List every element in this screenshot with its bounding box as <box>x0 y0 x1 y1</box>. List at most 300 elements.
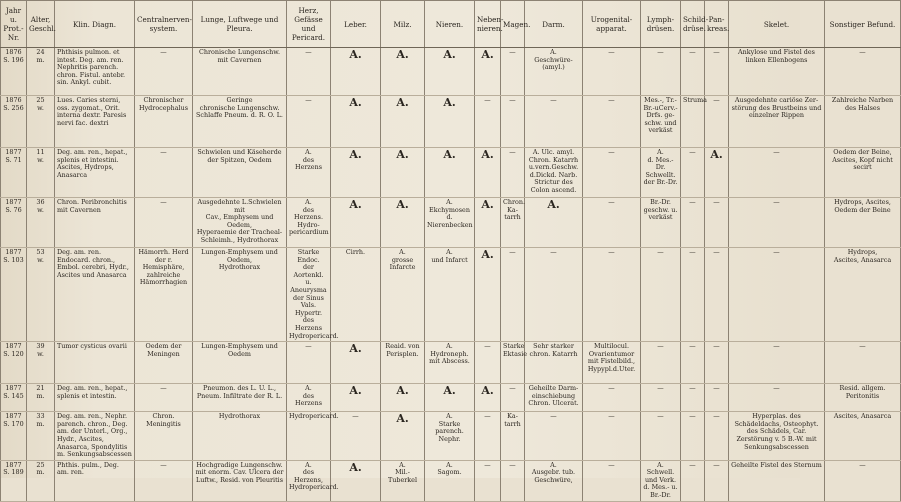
cell-magen <box>501 342 528 384</box>
cell-diagnose <box>55 96 135 148</box>
cell-schild <box>681 198 705 248</box>
cell-lymph <box>641 198 681 248</box>
cell-nerven <box>135 96 193 148</box>
cell-lunge <box>193 342 287 384</box>
cell-text-herz: — <box>305 342 312 351</box>
cell-nebennieren <box>475 198 501 248</box>
header-milz: Milz. <box>381 1 425 48</box>
cell-text-nerven: Chron. Meningitis <box>146 412 181 428</box>
cell-text-lymph: Mes.-, Tr.- Br.-uCerv.- Drfs. ge- schw. und verkäst <box>643 96 678 135</box>
header-magen: Magen. <box>501 1 525 48</box>
cell-text-magen: Chron. Ka- tarrh <box>503 198 526 222</box>
cell-text-schild: — <box>689 412 696 421</box>
cell-text-nebennieren: — <box>484 342 491 351</box>
cell-text-nerven: — <box>160 148 167 156</box>
cell-nieren <box>425 148 475 198</box>
cell-nerven <box>135 148 193 198</box>
cell-text-magen: — <box>509 96 516 104</box>
cell-schild <box>681 148 705 198</box>
cell-text-lunge: Geringe chronische Lungenschw. Schlaffe Pneum. d. R. O. L. <box>196 96 283 120</box>
header-nieren: Nieren. <box>425 1 475 48</box>
cell-nerven <box>135 384 193 412</box>
cell-skelet <box>729 384 825 412</box>
cell-text-alter: 24 m. <box>36 48 45 64</box>
table-row <box>1 342 901 384</box>
cell-text-magen: — <box>509 148 516 156</box>
cell-text-schild: — <box>689 148 696 156</box>
cell-text-skelet: — <box>773 148 780 156</box>
cell-text-nieren: A. <box>443 48 456 61</box>
cell-text-nieren: A. Ekchymosen d. Nierenbecken <box>427 198 473 229</box>
cell-schild <box>681 248 705 342</box>
cell-nerven <box>135 48 193 96</box>
table-row <box>1 460 901 501</box>
cell-text-skelet: — <box>773 198 780 206</box>
cell-urogenital <box>583 48 641 96</box>
header-alter: Alter, Geschl. <box>27 1 55 48</box>
cell-nr <box>1 48 27 96</box>
cell-text-milz: A. <box>396 198 409 211</box>
cell-text-darm: A. Ausgebr. tub. Geschwüre, <box>531 460 576 484</box>
cell-text-nr: 1877 S. 103 <box>3 248 24 264</box>
cell-skelet <box>729 460 825 501</box>
cell-text-lymph: A. d. Mes.-Dr. Schwellt. der Br.-Dr. <box>643 148 678 187</box>
header-nr: Jahr u. Prot.-Nr. <box>1 1 27 48</box>
cell-milz <box>381 48 425 96</box>
cell-text-nr: 1877 S. 76 <box>5 198 22 214</box>
cell-text-magen: Ka- tarrh <box>504 412 521 428</box>
cell-text-lunge: Hydrothorax <box>218 412 261 421</box>
cell-sonstiger <box>825 96 901 148</box>
cell-nieren <box>425 460 475 501</box>
cell-text-nebennieren: A. <box>481 48 494 61</box>
cell-diagnose <box>55 198 135 248</box>
cell-text-herz: — <box>305 48 312 56</box>
cell-text-alter: 25 w. <box>36 96 45 112</box>
table-row <box>1 96 901 148</box>
cell-schild <box>681 96 705 148</box>
cell-text-magen: Starke Ektasie <box>503 342 528 358</box>
cell-text-nebennieren: — <box>484 460 491 469</box>
cell-darm <box>525 248 583 342</box>
cell-text-urogenital: Multilocul. Ovarientumor mit Fistelbild., Hypypl.d.Uter. <box>587 342 636 373</box>
cell-text-milz: A. Mil.-Tuberkel <box>387 460 417 484</box>
cell-text-nebennieren: A. <box>481 248 494 261</box>
cell-herz <box>287 148 331 198</box>
cell-skelet <box>729 148 825 198</box>
cell-schild <box>681 384 705 412</box>
cell-nr <box>1 384 27 412</box>
cell-text-leber: A. <box>349 342 362 356</box>
cell-milz <box>381 96 425 148</box>
cell-nebennieren <box>475 460 501 501</box>
header-lunge: Lunge, Luftwege und Pleura. <box>193 1 287 48</box>
cell-text-urogenital: — <box>608 248 615 256</box>
cell-sonstiger <box>825 342 901 384</box>
cell-leber <box>331 48 381 96</box>
cell-sonstiger <box>825 148 901 198</box>
cell-text-sonstiger: — <box>859 460 866 469</box>
cell-pankreas <box>705 248 729 342</box>
cell-text-urogenital: — <box>608 148 615 156</box>
cell-text-sonstiger: Zahlreiche Narben des Halses <box>831 96 894 112</box>
cell-lymph <box>641 412 681 461</box>
cell-text-pankreas: — <box>713 384 720 393</box>
header-sonstiger: Sonstiger Befund. <box>825 1 901 48</box>
cell-text-skelet: Ausgedehnte cariöse Zer-störung des Brustbeins und einzelner Rippen <box>731 96 822 120</box>
table-row <box>1 48 901 96</box>
cell-text-skelet: Geheilte Fistel des Sternum <box>731 460 822 469</box>
cell-diagnose <box>55 460 135 501</box>
header-darm: Darm. <box>525 1 583 48</box>
cell-nerven <box>135 198 193 248</box>
cell-herz <box>287 412 339 461</box>
cell-text-lunge: Lungen-Emphysem und Oedem, Hydrothorax <box>201 248 278 272</box>
cell-nr <box>1 342 27 384</box>
cell-text-leber: — <box>352 412 359 421</box>
cell-text-darm: Geheilte Darm- einschiebung Chron. Ulcerat. <box>528 384 579 408</box>
cell-diagnose <box>55 148 135 198</box>
cell-text-pankreas: — <box>713 96 720 104</box>
cell-text-sonstiger: Resid. allgem. Peritonitis <box>839 384 886 400</box>
cell-text-nieren: A. <box>443 384 456 398</box>
cell-alter <box>27 248 55 342</box>
cell-nieren <box>425 342 475 384</box>
cell-text-nieren: A. Hydroneph. mit Abscess. <box>429 342 470 366</box>
cell-text-schild: — <box>689 248 696 256</box>
header-urogenital: Urogenital-apparat. <box>583 1 641 48</box>
table-body <box>1 48 901 502</box>
cell-text-pankreas: — <box>713 248 720 256</box>
cell-sonstiger <box>825 412 901 461</box>
cell-sonstiger <box>825 248 901 342</box>
cell-text-lunge: Pneumon. des L. U. L., Pneum. Infiltrate der R. L. <box>196 384 283 400</box>
cell-lymph <box>641 48 681 96</box>
cell-nr <box>1 460 27 501</box>
cell-skelet <box>729 248 825 342</box>
table-row <box>1 412 901 461</box>
header-row <box>1 1 901 48</box>
cell-text-milz: A. <box>396 384 409 398</box>
cell-text-lymph: Br.-Dr. geschw. u. verkäst <box>643 198 678 222</box>
cell-lunge <box>193 384 287 412</box>
table-row <box>1 148 901 198</box>
cell-text-nerven: Hämorrh. Herd der r. Hemisphäre, zahlreiche Hämorrhagien <box>138 248 189 287</box>
cell-skelet <box>729 96 825 148</box>
cell-herz <box>287 198 331 248</box>
cell-text-schild: — <box>689 384 696 393</box>
cell-text-nr: 1876 S. 256 <box>3 96 24 112</box>
cell-lunge <box>193 198 287 248</box>
cell-text-nr: 1877 S. 170 <box>3 412 24 428</box>
cell-magen <box>501 460 525 501</box>
cell-text-pankreas: — <box>713 342 720 351</box>
cell-herz <box>287 48 331 96</box>
cell-sonstiger <box>825 48 901 96</box>
cell-text-nieren: A. Sagom. <box>437 460 462 477</box>
cell-nerven <box>135 412 193 461</box>
cell-darm <box>525 48 583 96</box>
cell-alter <box>27 342 55 384</box>
cell-pankreas <box>705 96 729 148</box>
cell-milz <box>381 460 425 501</box>
cell-text-nebennieren: — <box>484 412 491 421</box>
cell-nr <box>1 148 27 198</box>
cell-text-diagnose: Phthisis pulmon. et intest. Deg. am. ren. Nephritis parench. chron. Fistul. antebr. sin. Ankyl. cubit. <box>57 48 126 87</box>
cell-lunge <box>193 48 287 96</box>
cell-darm <box>525 148 583 198</box>
cell-pankreas <box>705 342 729 384</box>
cell-text-diagnose: Tumor cysticus ovarii <box>57 342 127 351</box>
cell-text-nerven: — <box>160 48 167 56</box>
cell-text-magen: — <box>509 460 516 469</box>
cell-text-urogenital: — <box>608 198 615 206</box>
cell-magen <box>501 96 525 148</box>
cell-schild <box>681 460 705 501</box>
cell-urogenital <box>583 198 641 248</box>
cell-sonstiger <box>825 460 901 501</box>
cell-milz <box>381 148 425 198</box>
cell-text-leber: A. <box>349 198 362 211</box>
cell-text-nr: 1877 S. 120 <box>3 342 24 358</box>
cell-nr <box>1 96 27 148</box>
cell-lunge <box>193 148 287 198</box>
cell-lymph <box>641 148 681 198</box>
cell-text-alter: 21 m. <box>36 384 45 400</box>
cell-magen <box>501 412 525 461</box>
cell-text-leber: Cirrh. <box>345 248 366 256</box>
cell-magen <box>501 148 525 198</box>
cell-text-lunge: Hochgradige Lungenschw. mit enorm. Cav. Ulcera der Luftw., Resid. von Pleuritis <box>195 460 284 484</box>
cell-nieren <box>425 384 475 412</box>
cell-urogenital <box>583 412 641 461</box>
cell-darm <box>525 412 583 461</box>
cell-diagnose <box>55 48 135 96</box>
cell-herz <box>287 460 339 501</box>
cell-text-leber: A. <box>349 384 362 398</box>
cell-herz <box>287 96 331 148</box>
cell-text-diagnose: Deg. am. ren., hepat., splenis et intestin. <box>57 384 128 400</box>
cell-text-lymph: — <box>657 248 664 256</box>
cell-text-pankreas: — <box>713 198 720 206</box>
cell-text-nieren: A. und Infarct <box>431 248 468 264</box>
cell-text-schild: — <box>689 48 696 56</box>
cell-darm <box>525 460 583 501</box>
cell-diagnose <box>55 342 135 384</box>
cell-text-herz: — <box>305 96 312 104</box>
cell-urogenital <box>583 384 641 412</box>
cell-text-nr: 1877 S. 71 <box>5 148 22 164</box>
cell-nieren <box>425 48 475 96</box>
cell-text-alter: 36 w. <box>36 198 45 214</box>
cell-text-diagnose: Deg. am. ren. Endocard. chron., Embol. cerebri, Hydr., Ascites und Anasarca <box>57 248 129 279</box>
cell-skelet <box>729 48 825 96</box>
cell-text-alter: 33 m. <box>36 412 45 428</box>
cell-text-herz: A. des Herzens, Hydropericard. <box>289 460 339 492</box>
cell-urogenital <box>583 148 641 198</box>
cell-nerven <box>135 460 193 501</box>
cell-alter <box>27 384 55 412</box>
cell-text-lymph: — <box>657 384 664 393</box>
cell-lymph <box>641 342 681 384</box>
cell-text-nerven: Oedem der Meningen <box>145 342 182 358</box>
cell-text-magen: — <box>509 384 516 393</box>
header-schild: Schild-drüse. <box>681 1 705 48</box>
cell-text-urogenital: — <box>608 48 615 56</box>
cell-text-herz: A. des Herzens <box>295 148 322 172</box>
cell-skelet <box>729 342 825 384</box>
cell-text-urogenital: — <box>608 412 615 421</box>
cell-nebennieren <box>475 384 501 412</box>
cell-lunge <box>193 412 287 461</box>
cell-lymph <box>641 96 681 148</box>
cell-leber <box>331 198 381 248</box>
cell-magen <box>501 248 525 342</box>
cell-milz <box>381 384 425 412</box>
cell-text-darm: — <box>550 96 557 104</box>
cell-text-darm: A. Geschwüre- (amyl.) <box>534 48 573 72</box>
cell-text-milz: A. grosse Infarcte <box>389 248 416 272</box>
cell-nerven <box>135 342 193 384</box>
cell-text-urogenital: — <box>608 96 615 104</box>
cell-urogenital <box>583 342 641 384</box>
cell-text-nerven: — <box>160 460 167 469</box>
cell-skelet <box>729 412 825 461</box>
cell-text-darm: — <box>550 248 557 256</box>
cell-text-urogenital: — <box>608 384 615 393</box>
cell-text-lymph: — <box>657 342 664 351</box>
cell-nebennieren <box>475 248 501 342</box>
cell-alter <box>27 198 55 248</box>
cell-text-darm: Sehr starker chron. Katarrh <box>529 342 578 358</box>
cell-text-skelet: — <box>773 384 780 393</box>
cell-urogenital <box>583 460 641 501</box>
cell-darm <box>525 342 583 384</box>
cell-nerven <box>135 248 193 342</box>
cell-pankreas <box>705 198 729 248</box>
cell-text-pankreas: A. <box>710 148 723 161</box>
cell-text-diagnose: Deg. am. ren., hepat., splenis et intestini. Ascites, Hydrops, Anasarca <box>57 148 128 179</box>
cell-text-milz: A. <box>396 412 409 426</box>
cell-nebennieren <box>475 48 501 96</box>
cell-darm <box>525 384 583 412</box>
cell-schild <box>681 412 705 461</box>
cell-text-leber: A. <box>349 96 362 109</box>
cell-nieren <box>425 412 475 461</box>
cell-magen <box>501 384 525 412</box>
cell-alter <box>27 96 55 148</box>
cell-text-sonstiger: Oedem der Beine, Ascites, Kopf nicht secirt <box>832 148 893 172</box>
table-row <box>1 198 901 248</box>
cell-text-nerven: — <box>160 198 167 206</box>
cell-schild <box>681 48 705 96</box>
cell-text-herz: A. des Herzens <box>295 384 322 408</box>
cell-leber <box>331 248 381 342</box>
cell-text-pankreas: — <box>713 48 720 56</box>
cell-text-leber: A. <box>349 148 362 161</box>
cell-nr <box>1 412 27 461</box>
cell-alter <box>27 412 55 461</box>
cell-text-alter: 39 w. <box>36 342 45 358</box>
cell-text-herz: Hydropericard. <box>289 412 339 421</box>
cell-text-nebennieren: A. <box>481 198 494 211</box>
header-pankreas: Pan-kreas. <box>705 1 729 48</box>
cell-text-lymph: — <box>657 412 664 421</box>
cell-text-sonstiger: Hydrops, Ascites, Anasarca <box>833 248 892 264</box>
cell-alter <box>27 460 55 501</box>
cell-text-diagnose: Lues. Caries sterni, oss. zygomat., Orit. interna dextr. Paresis nervi fac. dextri <box>57 96 127 127</box>
cell-text-nerven: Chronischer Hydrocephalus <box>139 96 188 112</box>
cell-text-alter: 11 w. <box>36 148 45 164</box>
cell-text-lymph: — <box>657 48 664 56</box>
cell-text-milz: A. <box>396 48 409 61</box>
cell-lymph <box>641 248 681 342</box>
cell-nebennieren <box>475 342 501 384</box>
header-herz: Herz, Gefässe und Pericard. <box>287 1 331 48</box>
cell-pankreas <box>705 412 729 461</box>
cell-text-lunge: Schwielen und Käseherde der Spitzen, Oedem <box>197 148 282 164</box>
header-skelet: Skelet. <box>729 1 825 48</box>
cell-text-diagnose: Chron. Peribronchitis mit Cavernen <box>57 198 127 214</box>
cell-diagnose <box>55 412 135 461</box>
cell-text-diagnose: Phthis. pulm., Deg. am. ren. <box>57 460 119 477</box>
cell-text-darm: A. Ulc. amyl. Chron. Katarrh u.vern.Geschw. d.Dickd. Narb. Strictur des Colon ascend. <box>528 148 579 194</box>
cell-nieren <box>425 198 475 248</box>
cell-herz <box>287 248 339 342</box>
cell-text-nr: 1877 S. 189 <box>3 460 24 477</box>
cell-text-leber: A. <box>349 460 362 474</box>
cell-magen <box>501 48 525 96</box>
cell-text-milz: A. <box>396 148 409 161</box>
cell-text-lunge: Ausgedehnte L.Schwielen mit Cav., Emphysem und Oedem, Hyperaemie der Tracheal- Schleimh., Hydrothorax <box>196 198 283 244</box>
cell-milz <box>381 412 425 461</box>
table-row <box>1 248 901 342</box>
cell-text-nr: 1877 S. 145 <box>3 384 24 400</box>
cell-text-diagnose: Deg. am. ren., Nephr. parench. chron., Deg. am. der Unterl., Org., Hydr., Ascites, Anasarca, Spondylitis m. Senkungsabscessen <box>57 412 132 459</box>
cell-lymph <box>641 384 681 412</box>
cell-text-alter: 53 w. <box>36 248 45 264</box>
cell-alter <box>27 48 55 96</box>
cell-text-lunge: Lungen-Emphysem und Oedem <box>201 342 278 358</box>
table-row <box>1 384 901 412</box>
cell-text-skelet: Ankylose und Fistel des linken Ellenbogens <box>738 48 815 64</box>
cell-text-milz: Reaid. von Perisplen. <box>385 342 420 358</box>
cell-skelet <box>729 198 825 248</box>
cell-text-sonstiger: — <box>859 342 866 351</box>
cell-text-sonstiger: Hydrops, Ascites, Oedem der Beine <box>834 198 891 214</box>
cell-text-herz: A. des Herzens. Hydro- pericardium <box>289 198 329 237</box>
header-diagnose: Klin. Diagn. <box>55 1 135 48</box>
cell-diagnose <box>55 384 135 412</box>
cell-nieren <box>425 248 475 342</box>
cell-text-schild: — <box>689 460 696 469</box>
cell-nieren <box>425 96 475 148</box>
cell-text-nr: 1876 S. 196 <box>3 48 24 64</box>
header-lymph: Lymph-drüsen. <box>641 1 681 48</box>
cell-lunge <box>193 96 287 148</box>
cell-darm <box>525 198 583 248</box>
cell-pankreas <box>705 48 729 96</box>
cell-nr <box>1 248 27 342</box>
cell-text-milz: A. <box>396 96 409 109</box>
cell-schild <box>681 342 705 384</box>
cell-text-sonstiger: — <box>859 48 866 56</box>
cell-leber <box>331 342 381 384</box>
cell-nebennieren <box>475 148 501 198</box>
cell-pankreas <box>705 148 729 198</box>
cell-text-skelet: — <box>773 342 780 351</box>
cell-alter <box>27 148 55 198</box>
